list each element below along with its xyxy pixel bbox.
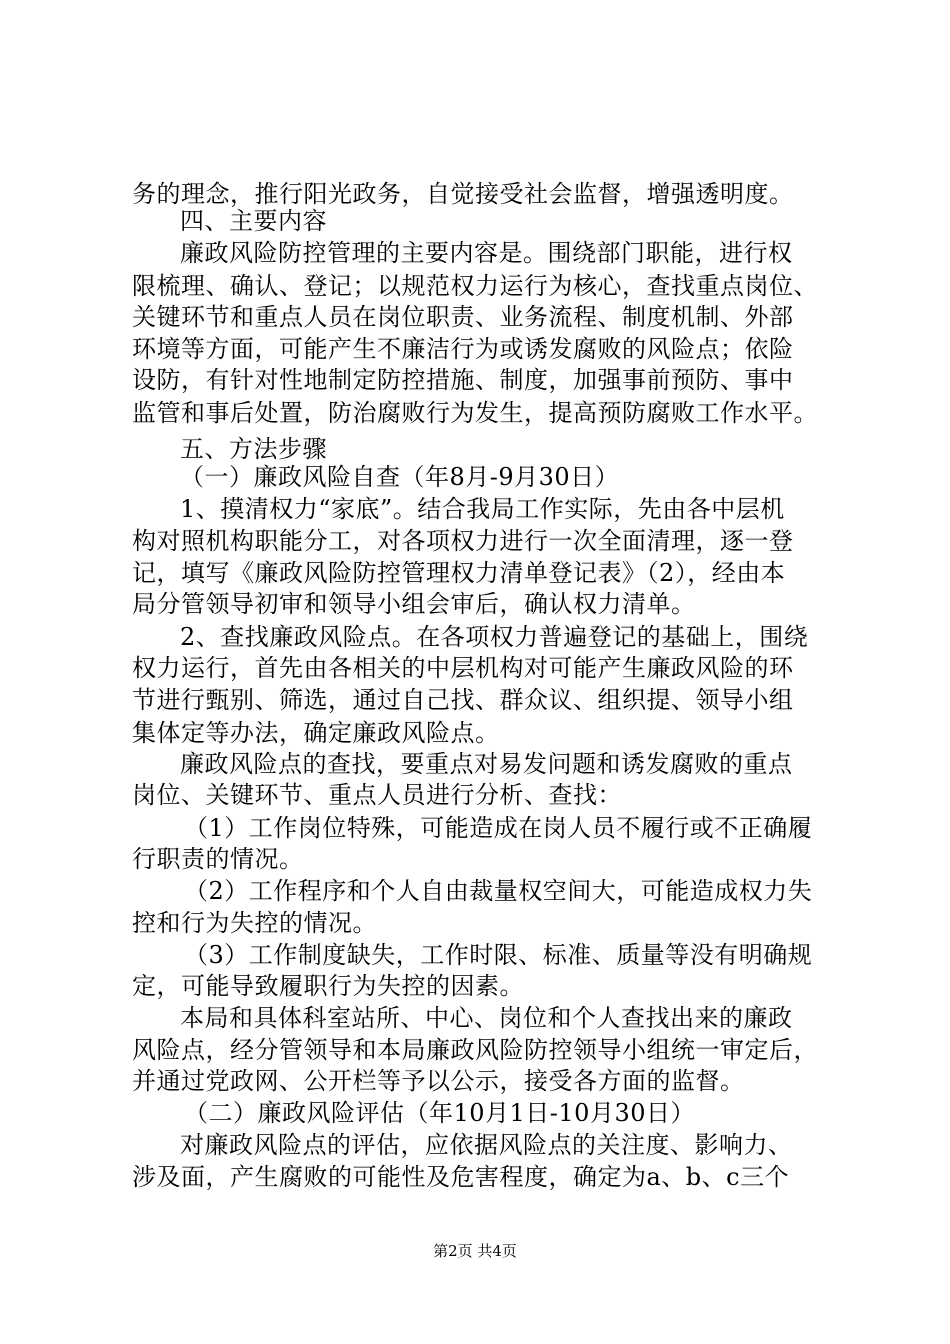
text-line: 行职责的情况。 — [132, 845, 304, 873]
text-line: 并通过党政网、公开栏等予以公示，接受各方面的监督。 — [132, 1067, 745, 1095]
text-line: 2、查找廉政风险点。在各项权力普遍登记的基础上，围绕 — [180, 623, 809, 651]
subsection-heading: （一）廉政风险自查（年8月-9月30日） — [180, 463, 620, 491]
text-line: 本局和具体科室站所、中心、岗位和个人查找出来的廉政 — [180, 1004, 793, 1032]
text-line: 权力运行，首先由各相关的中层机构对可能产生廉政风险的环 — [132, 654, 794, 682]
text-line: 涉及面，产生腐败的可能性及危害程度，确定为a、b、c三个 — [132, 1163, 790, 1191]
list-item: （2）工作程序和个人自由裁量权空间大，可能造成权力失 — [184, 877, 813, 905]
text-line: 关键环节和重点人员在岗位职责、业务流程、制度机制、外部 — [132, 303, 794, 331]
text-line: 集体定等办法，确定廉政风险点。 — [132, 719, 500, 747]
text-line: 定，可能导致履职行为失控的因素。 — [132, 972, 524, 1000]
text-line: 对廉政风险点的评估，应依据风险点的关注度、影响力、 — [180, 1131, 793, 1159]
text-line: 1、摸清权力“家底”。结合我局工作实际，先由各中层机 — [180, 495, 785, 523]
section-heading: 五、方法步骤 — [180, 435, 327, 463]
text-line: 廉政风险点的查找，要重点对易发问题和诱发腐败的重点 — [180, 750, 793, 778]
list-item: （3）工作制度缺失，工作时限、标准、质量等没有明确规 — [184, 941, 813, 969]
text-line: 廉政风险防控管理的主要内容是。围绕部门职能，进行权 — [180, 239, 793, 267]
text-line: 风险点，经分管领导和本局廉政风险防控领导小组统一审定后， — [132, 1036, 818, 1064]
text-line: 限梳理、确认、登记；以规范权力运行为核心，查找重点岗位、 — [132, 272, 818, 300]
text-line: 构对照机构职能分工，对各项权力进行一次全面清理，逐一登 — [132, 527, 794, 555]
page-footer: 第2页 共4页 — [433, 1242, 517, 1260]
text-line: 记，填写《廉政风险防控管理权力清单登记表》（2），经由本 — [132, 559, 786, 587]
text-line: 局分管领导初审和领导小组会审后，确认权力清单。 — [132, 590, 696, 618]
subsection-heading: （二）廉政风险评估（年10月1日-10月30日） — [184, 1099, 695, 1127]
text-line: 环境等方面，可能产生不廉洁行为或诱发腐败的风险点；依险 — [132, 335, 794, 363]
section-heading: 四、主要内容 — [180, 207, 327, 235]
text-line: 务的理念，推行阳光政务，自觉接受社会监督，增强透明度。 — [132, 180, 794, 208]
text-line: 控和行为失控的情况。 — [132, 909, 377, 937]
text-line: 设防，有针对性地制定防控措施、制度，加强事前预防、事中 — [132, 366, 794, 394]
text-line: 岗位、关键环节、重点人员进行分析、查找： — [132, 781, 622, 809]
list-item: （1）工作岗位特殊，可能造成在岗人员不履行或不正确履 — [184, 814, 813, 842]
text-line: 监管和事后处置，防治腐败行为发生，提高预防腐败工作水平。 — [132, 399, 818, 427]
text-line: 节进行甄别、筛选，通过自己找、群众议、组织提、领导小组 — [132, 686, 794, 714]
